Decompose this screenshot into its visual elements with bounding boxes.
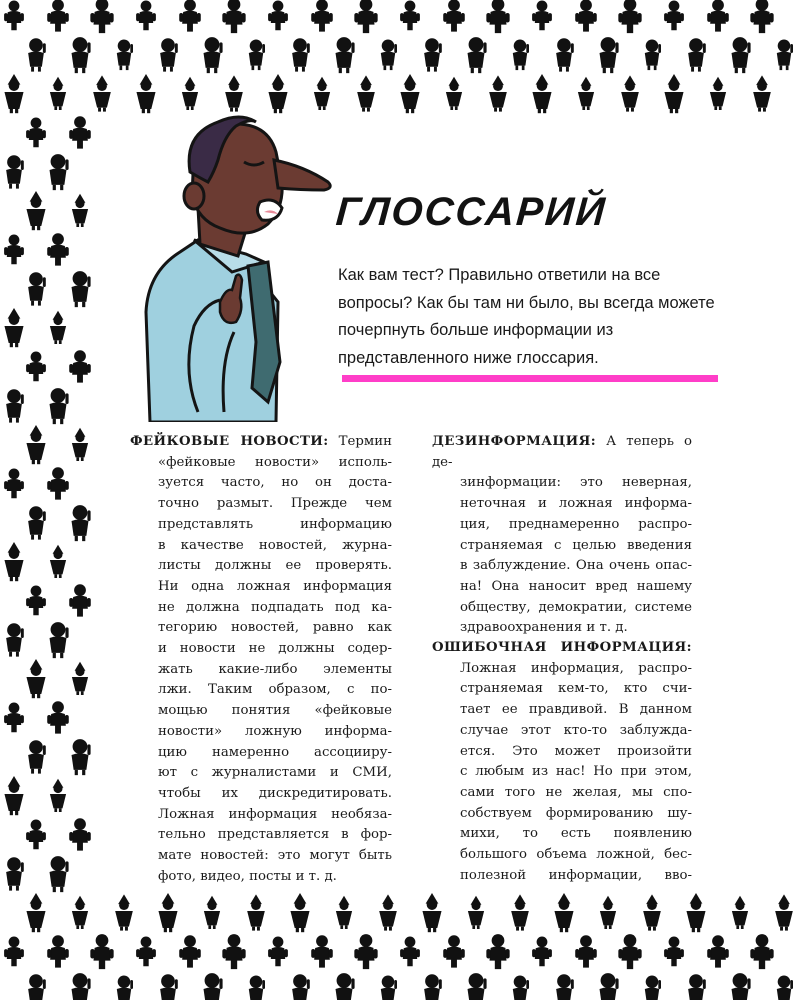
- silhouette-figure: [532, 0, 552, 30]
- silhouette-figure: [26, 425, 45, 464]
- silhouette-figure: [732, 973, 751, 1000]
- silhouette-figure: [72, 973, 91, 1000]
- entry-term: ДЕЗИНФОРМАЦИЯ:: [432, 434, 597, 449]
- entry-line: ется. Это может произойти: [460, 743, 692, 759]
- entry-line: ция, преднамеренно распро-: [460, 516, 692, 532]
- entry-line: лжи. Таким образом, с по-: [158, 682, 392, 698]
- silhouette-figure: [422, 893, 441, 932]
- silhouette-figure: [72, 896, 88, 929]
- silhouette-figure: [468, 896, 484, 929]
- entry-line: сами того не желая, мы спо-: [460, 784, 692, 800]
- silhouette-figure: [4, 469, 24, 499]
- silhouette-figure: [686, 893, 705, 932]
- entry-line: в качестве новостей, журна-: [158, 537, 392, 553]
- entry-line: михи, то есть появлению: [460, 826, 692, 842]
- silhouette-figure: [292, 38, 310, 71]
- silhouette-figure: [645, 40, 661, 71]
- silhouette-figure: [90, 0, 113, 33]
- silhouette-figure: [47, 701, 69, 733]
- silhouette-figure: [160, 974, 178, 1000]
- silhouette-figure: [136, 937, 156, 967]
- silhouette-figure: [443, 935, 465, 967]
- entry-line: собствуем формированию шу-: [460, 805, 692, 821]
- silhouette-figure: [4, 74, 23, 113]
- silhouette-figure: [688, 974, 706, 1000]
- silhouette-figure: [4, 776, 23, 815]
- silhouette-figure: [578, 77, 594, 110]
- entry-line: обществу, демократии, системе: [460, 599, 692, 615]
- silhouette-figure: [511, 894, 529, 930]
- silhouette-figure: [645, 976, 661, 1000]
- silhouette-figure: [688, 38, 706, 71]
- silhouette-figure: [732, 37, 751, 73]
- silhouette-figure: [69, 818, 91, 850]
- entry-line: новости» ложную информа-: [158, 723, 392, 739]
- entry-line: Ложная информация, распро-: [460, 660, 692, 676]
- silhouette-figure: [69, 350, 91, 382]
- silhouette-figure: [47, 467, 69, 499]
- entry-line: на! Она наносит вред нашему: [460, 578, 692, 594]
- silhouette-figure: [117, 976, 133, 1000]
- silhouette-figure: [311, 0, 333, 32]
- silhouette-figure: [556, 974, 574, 1000]
- entry-line: жать какие-либо элементы: [158, 661, 392, 677]
- silhouette-figure: [6, 623, 24, 656]
- entry-line: случае этот кто-то заблужда-: [460, 722, 692, 738]
- silhouette-figure: [50, 311, 66, 344]
- silhouette-figure: [136, 0, 156, 30]
- entry-line: и новости не должны содер-: [158, 641, 392, 657]
- man-speaking-illustration: [128, 112, 343, 422]
- silhouette-figure: [72, 194, 88, 227]
- silhouette-figure: [292, 974, 310, 1000]
- silhouette-figure: [160, 38, 178, 71]
- silhouette-figure: [72, 739, 91, 775]
- silhouette-figure: [732, 896, 748, 929]
- entry-line: тегорию новостей, равно как: [158, 620, 392, 636]
- silhouette-figure: [72, 662, 88, 695]
- silhouette-figure: [600, 896, 616, 929]
- silhouette-figure: [28, 740, 46, 773]
- entry-line: в заблуждение. Она очень опас-: [460, 558, 692, 574]
- glossary-entry-misinformation: [432, 638, 692, 886]
- entry-line: полезной информации, вво-: [460, 867, 692, 883]
- silhouette-figure: [643, 894, 661, 930]
- entry-line: представлять информацию: [158, 516, 392, 532]
- silhouette-figure: [249, 976, 265, 1000]
- entry-text: Термин: [338, 434, 392, 449]
- silhouette-figure: [28, 974, 46, 1000]
- page-title: ГЛОССАРИЙ: [334, 190, 609, 234]
- silhouette-figure: [90, 934, 113, 969]
- silhouette-figure: [47, 233, 69, 265]
- silhouette-figure: [26, 118, 46, 148]
- silhouette-figure: [314, 77, 330, 110]
- silhouette-figure: [486, 0, 509, 33]
- silhouette-figure: [50, 154, 69, 190]
- silhouette-figure: [707, 0, 729, 32]
- entry-line: не должна подпадать под ка-: [158, 599, 392, 615]
- silhouette-figure: [26, 352, 46, 382]
- silhouette-figure: [4, 0, 24, 30]
- silhouette-figure: [489, 75, 507, 111]
- silhouette-figure: [28, 38, 46, 71]
- silhouette-figure: [6, 155, 24, 188]
- silhouette-figure: [354, 0, 377, 33]
- silhouette-figure: [446, 77, 462, 110]
- silhouette-figure: [532, 937, 552, 967]
- glossary-entry-disinformation: [432, 432, 692, 639]
- silhouette-figure: [136, 74, 155, 113]
- silhouette-figure: [204, 973, 223, 1000]
- silhouette-figure: [290, 893, 309, 932]
- silhouette-figure: [777, 40, 793, 71]
- silhouette-figure: [268, 74, 287, 113]
- silhouette-figure: [443, 0, 465, 32]
- silhouette-figure: [50, 856, 69, 892]
- silhouette-figure: [225, 75, 243, 111]
- silhouette-figure: [775, 894, 793, 930]
- silhouette-figure: [556, 38, 574, 71]
- silhouette-figure: [336, 973, 355, 1000]
- silhouette-figure: [26, 893, 45, 932]
- silhouette-figure: [222, 0, 245, 33]
- silhouette-figure: [50, 388, 69, 424]
- silhouette-figure: [336, 896, 352, 929]
- silhouette-figure: [664, 937, 684, 967]
- silhouette-figure: [268, 0, 288, 30]
- silhouette-figure: [486, 934, 509, 969]
- silhouette-figure: [182, 77, 198, 110]
- intro-text: Как вам тест? Правильно ответили на все вопросы? Как бы там ни было, вы всегда можете почерпнуть больше информации из представленного ниже глоссария.: [338, 266, 715, 367]
- silhouette-figure: [710, 77, 726, 110]
- silhouette-figure: [753, 75, 771, 111]
- silhouette-figure: [115, 894, 133, 930]
- entry-line: тает ее правдивой. В данном: [460, 702, 692, 718]
- silhouette-figure: [69, 116, 91, 148]
- silhouette-figure: [4, 235, 24, 265]
- silhouette-figure: [50, 545, 66, 578]
- silhouette-figure: [357, 75, 375, 111]
- entry-line: зинформации: это неверная,: [460, 475, 692, 491]
- silhouette-figure: [28, 272, 46, 305]
- silhouette-figure: [50, 779, 66, 812]
- entry-line: «фейковые новости» исполь-: [158, 454, 392, 470]
- entry-line: мощью понятия «фейковые: [158, 703, 392, 719]
- silhouette-figure: [600, 37, 619, 73]
- silhouette-figure: [379, 894, 397, 930]
- silhouette-figure: [513, 976, 529, 1000]
- silhouette-figure: [72, 505, 91, 541]
- silhouette-figure: [381, 40, 397, 71]
- silhouette-figure: [179, 935, 201, 967]
- entry-text: А теперь о де-: [432, 434, 692, 470]
- silhouette-figure: [424, 974, 442, 1000]
- entry-line: с любым из нас! Но при этом,: [460, 764, 692, 780]
- entry-line: зуется часто, но он доста-: [158, 475, 392, 491]
- entry-line: Ложная информация необяза-: [158, 806, 392, 822]
- silhouette-figure: [69, 584, 91, 616]
- silhouette-figure: [468, 973, 487, 1000]
- silhouette-figure: [600, 973, 619, 1000]
- silhouette-figure: [222, 934, 245, 969]
- silhouette-figure: [750, 934, 773, 969]
- entry-line: листы должны ее проверять.: [158, 558, 392, 574]
- silhouette-figure: [311, 935, 333, 967]
- silhouette-figure: [204, 37, 223, 73]
- silhouette-figure: [400, 937, 420, 967]
- entry-line: страняемая кем-то, кто счи-: [460, 681, 692, 697]
- entry-term: ФЕЙКОВЫЕ НОВОСТИ:: [130, 434, 329, 449]
- silhouette-figure: [4, 937, 24, 967]
- silhouette-figure: [117, 40, 133, 71]
- silhouette-figure: [575, 935, 597, 967]
- silhouette-figure: [381, 976, 397, 1000]
- silhouette-figure: [618, 934, 641, 969]
- silhouette-figure: [424, 38, 442, 71]
- silhouette-figure: [532, 74, 551, 113]
- entry-line: чтобы их дискредитировать.: [158, 785, 392, 801]
- entry-line: цию намеренно ассоцииру-: [158, 744, 392, 760]
- silhouette-figure: [179, 0, 201, 32]
- accent-rule: [342, 375, 718, 382]
- silhouette-figure: [707, 935, 729, 967]
- silhouette-figure: [554, 893, 573, 932]
- entry-line: фото, видео, посты и т. д.: [158, 868, 337, 884]
- silhouette-figure: [50, 622, 69, 658]
- silhouette-figure: [28, 506, 46, 539]
- silhouette-figure: [575, 0, 597, 32]
- glossary-entry-fake-news: [130, 432, 392, 887]
- silhouette-figure: [249, 40, 265, 71]
- silhouette-figure: [621, 75, 639, 111]
- silhouette-figure: [247, 894, 265, 930]
- silhouette-figure: [664, 74, 683, 113]
- silhouette-figure: [93, 75, 111, 111]
- entry-line: Ни одна ложная информация: [158, 578, 392, 594]
- silhouette-figure: [400, 0, 420, 30]
- entry-line: большого объема ложной, бес-: [460, 847, 692, 863]
- entry-first-line: [130, 432, 392, 453]
- entry-line: неточная и ложная информа-: [460, 496, 692, 512]
- silhouette-figure: [26, 659, 45, 698]
- entry-first-line: [432, 432, 692, 473]
- silhouette-figure: [26, 191, 45, 230]
- silhouette-figure: [468, 37, 487, 73]
- silhouette-figure: [750, 0, 773, 33]
- silhouette-figure: [336, 37, 355, 73]
- silhouette-figure: [400, 74, 419, 113]
- silhouette-figure: [618, 0, 641, 33]
- silhouette-figure: [4, 308, 23, 347]
- entry-line: здравоохранения и т. д.: [460, 620, 628, 636]
- silhouette-figure: [50, 77, 66, 110]
- silhouette-figure: [72, 428, 88, 461]
- silhouette-figure: [158, 893, 177, 932]
- entry-line: точно размыт. Прежде чем: [158, 496, 392, 512]
- silhouette-figure: [72, 37, 91, 73]
- entry-line: страняемая с целью введения: [460, 537, 692, 553]
- silhouette-figure: [513, 40, 529, 71]
- entry-line: тельно представляется в фор-: [158, 827, 392, 843]
- silhouette-figure: [26, 820, 46, 850]
- entry-term: ОШИБОЧНАЯ ИНФОРМАЦИЯ:: [432, 640, 692, 655]
- entry-line: мате новостей: это могут быть: [158, 848, 392, 864]
- silhouette-figure: [268, 937, 288, 967]
- silhouette-figure: [26, 586, 46, 616]
- silhouette-figure: [354, 934, 377, 969]
- silhouette-figure: [4, 703, 24, 733]
- silhouette-figure: [47, 0, 69, 32]
- silhouette-figure: [664, 0, 684, 30]
- silhouette-figure: [72, 271, 91, 307]
- silhouette-figure: [204, 896, 220, 929]
- silhouette-figure: [4, 542, 23, 581]
- entry-line: ют с журналистами и СМИ,: [158, 765, 392, 781]
- silhouette-figure: [777, 976, 793, 1000]
- silhouette-figure: [6, 389, 24, 422]
- silhouette-figure: [47, 935, 69, 967]
- silhouette-figure: [6, 857, 24, 890]
